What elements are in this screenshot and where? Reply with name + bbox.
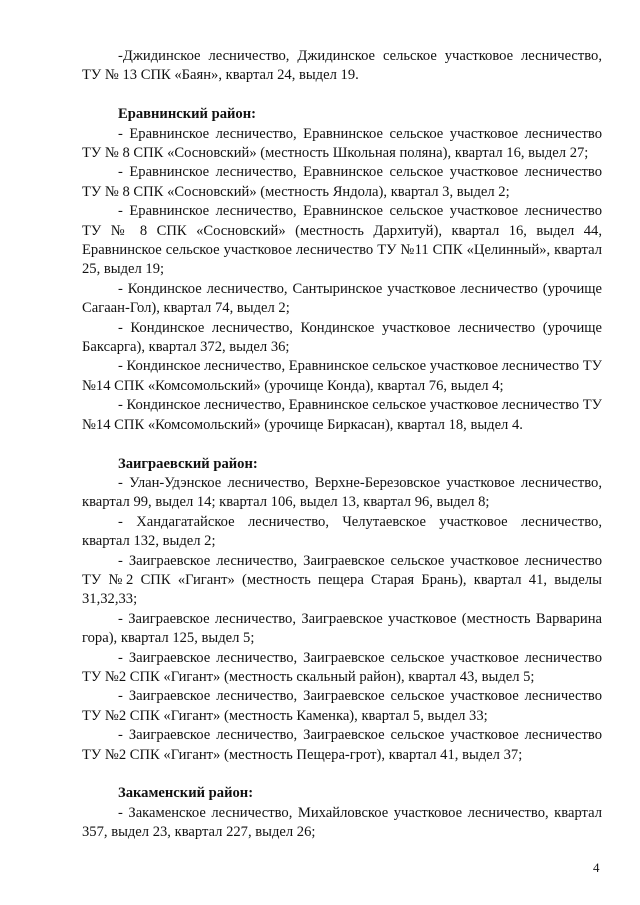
section-heading: Закаменский район:: [118, 785, 254, 802]
page-number: 4: [593, 860, 600, 875]
section-spacer: [82, 765, 602, 784]
section-heading: Еравнинский район:: [118, 106, 256, 123]
section-heading: Заиграевский район:: [118, 455, 258, 472]
list-item: - Заиграевское лесничество, Заиграевское сельское участковое лесничество ТУ №2 СПК «Гигант» (местность скальный район), квартал 43, выдел 5;: [82, 649, 602, 685]
list-item: - Заиграевское лесничество, Заиграевское участковое (местность Варварина гора), квартал 125, выдел 5;: [82, 610, 602, 647]
list-item: - Еравнинское лесничество, Еравнинское сельское участковое лесничество ТУ № 8 СПК «Сосновский» (местность Школьная поляна), квартал 16, выдел 27;: [82, 125, 602, 162]
list-item: - Закаменское лесничество, Михайловское участковое лесничество, квартал 357, выдел 23, квартал 227, выдел 26;: [82, 804, 602, 841]
list-item: - Кондинское лесничество, Кондинское участковое лесничество (урочище Баксарга), квартал 372, выдел 36;: [82, 319, 602, 356]
document-body: [82, 47, 602, 843]
section-spacer: [82, 86, 602, 105]
intro-paragraph: -Джидинское лесничество, Джидинское сельское участковое лесничество, ТУ № 13 СПК «Баян», квартал 24, выдел 19.: [82, 48, 602, 84]
list-item: - Еравнинское лесничество, Еравнинское сельское участковое лесничество ТУ № 8 СПК «Сосновский» (местность Дархитуй), квартал 16, выдел 44, Еравнинское сельское участковое лесничество ТУ №11 СПК «Целинный», квартал 25, выдел 19;: [82, 203, 602, 278]
list-item: - Кондинское лесничество, Еравнинское сельское участковое лесничество ТУ №14 СПК «Комсомольский» (урочище Биркасан), квартал 18, выдел 4.: [82, 397, 602, 433]
list-item: - Заиграевское лесничество, Заиграевское сельское участковое лесничество ТУ №2 СПК «Гигант» (местность Пещера-грот), квартал 41, выдел 37;: [82, 727, 602, 763]
list-item: - Заиграевское лесничество, Заиграевское сельское участковое лесничество ТУ №2 СПК «Гигант» (местность пещера Старая Брань), квартал 41, выделы 31,32,33;: [82, 552, 602, 608]
list-item: - Хандагатайское лесничество, Челутаевское участковое лесничество, квартал 132, выдел 2;: [82, 513, 602, 550]
list-item: - Еравнинское лесничество, Еравнинское сельское участковое лесничество ТУ № 8 СПК «Сосновский» (местность Яндола), квартал 3, выдел 2;: [82, 164, 602, 200]
list-item: - Кондинское лесничество, Еравнинское сельское участковое лесничество ТУ №14 СПК «Комсомольский» (урочище Конда), квартал 76, выдел 4;: [82, 358, 602, 394]
list-item: - Улан-Удэнское лесничество, Верхне-Березовское участковое лесничество, квартал 99, выдел 14; квартал 106, выдел 13, квартал 96, выдел 8;: [82, 474, 602, 511]
list-item: - Кондинское лесничество, Сантыринское участковое лесничество (урочище Сагаан-Гол), квартал 74, выдел 2;: [82, 280, 602, 317]
section-spacer: [82, 435, 602, 454]
list-item: - Заиграевское лесничество, Заиграевское сельское участковое лесничество ТУ №2 СПК «Гигант» (местность Каменка), квартал 5, выдел 33;: [82, 688, 602, 724]
